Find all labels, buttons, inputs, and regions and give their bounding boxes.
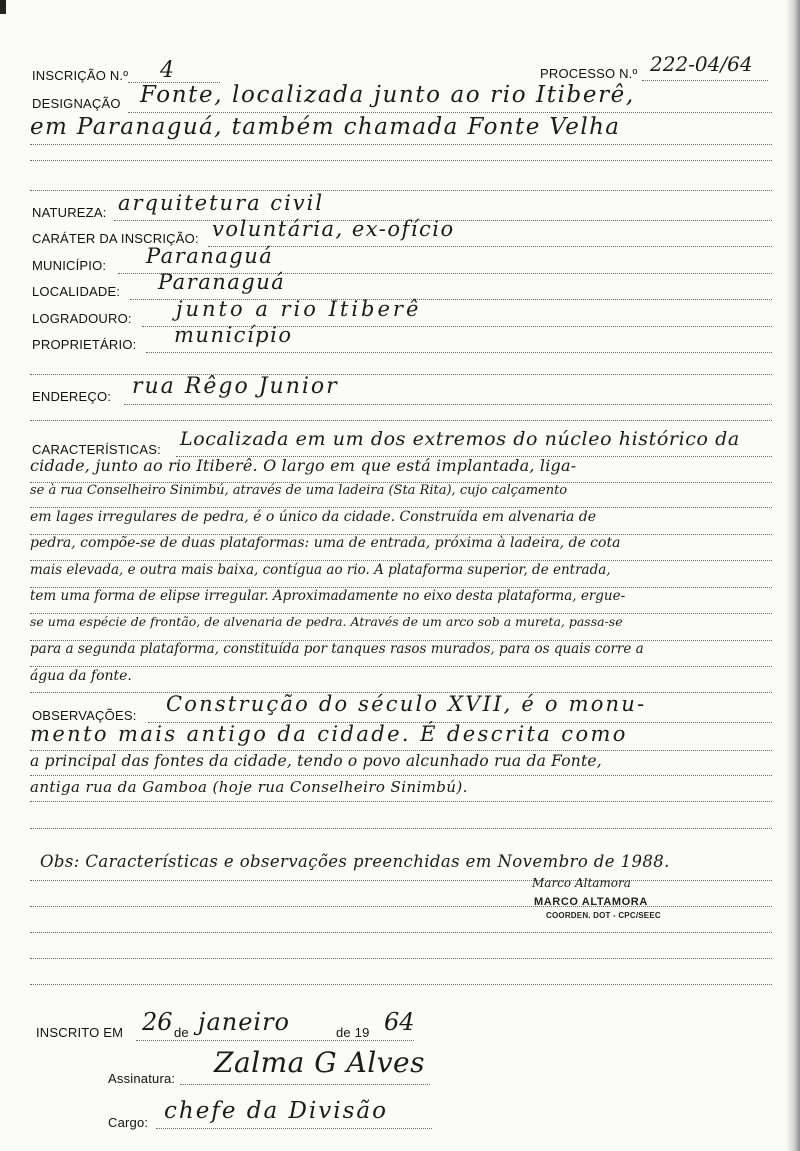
cargo-dotted-line: [156, 1128, 432, 1129]
nota-preenchimento: Obs: Características e observações preenchidas em Novembro de 1988.: [40, 852, 670, 871]
inscrito-month: janeiro: [198, 1008, 291, 1036]
localidade-value: Paranaguá: [158, 270, 286, 294]
caracteristicas-line-10: água da fonte.: [30, 668, 132, 684]
observacoes-label: OBSERVAÇÕES:: [32, 708, 137, 723]
caracteristicas-line-1: Localizada em um dos extremos do núcleo histórico da: [180, 428, 740, 450]
inscrito-de-2: de 19: [336, 1025, 370, 1040]
designacao-dotted-line-1: [128, 112, 772, 113]
caracteristicas-line-6: mais elevada, e outra mais baixa, contígua ao rio. A plataforma superior, de entrada,: [30, 562, 611, 578]
blank-dotted-line: [30, 160, 772, 161]
caracteristicas-label: CARACTERÍSTICAS:: [32, 442, 161, 457]
carimbo-role: COORDEN. DOT - CPC/SEEC: [546, 911, 661, 920]
caracteristicas-dotted-line: [30, 666, 772, 667]
designacao-label: DESIGNAÇÃO: [32, 96, 121, 111]
endereco-value: rua Rêgo Junior: [132, 374, 339, 399]
inscricao-value: 4: [160, 58, 174, 83]
designacao-line-1: Fonte, localizada junto ao rio Itiberê,: [140, 82, 635, 108]
caracteristicas-line-2: cidade, junto ao rio Itiberê. O largo em que está implantada, liga-: [30, 456, 577, 475]
caracteristicas-dotted-line: [30, 560, 772, 561]
cargo-value: chefe da Divisão: [164, 1098, 388, 1124]
blank-dotted-line: [30, 420, 772, 421]
proprietario-value: município: [174, 323, 293, 347]
proprietario-dotted-line: [146, 352, 772, 353]
caracteristicas-line-3: se à rua Conselheiro Sinimbú, através de uma ladeira (Sta Rita), cujo calçamento: [30, 483, 568, 498]
observacoes-line-2: mento mais antigo da cidade. É descrita como: [30, 722, 628, 746]
observacoes-line-4: antiga rua da Gamboa (hoje rua Conselheiro Sinimbú).: [30, 778, 468, 796]
natureza-value: arquitetura civil: [118, 191, 325, 215]
observacoes-line-3: a principal das fontes da cidade, tendo o povo alcunhado rua da Fonte,: [30, 752, 602, 770]
designacao-line-2: em Paranaguá, também chamada Fonte Velha: [30, 114, 621, 140]
processo-dotted-line: [642, 80, 768, 81]
caracteristicas-line-5: pedra, compõe-se de duas plataformas: uma de entrada, próxima à ladeira, de cota: [30, 535, 621, 551]
endereco-dotted-line: [124, 404, 772, 405]
assinatura-dotted-line: [180, 1084, 430, 1085]
blank-dotted-line: [30, 880, 772, 881]
caracteristicas-line-4: em lages irregulares de pedra, é o único da cidade. Construída em alvenaria de: [30, 509, 597, 525]
blank-dotted-line: [30, 906, 772, 907]
carimbo-signature: Marco Altamora: [532, 876, 631, 890]
designacao-dotted-line-2: [30, 144, 772, 145]
localidade-label: LOCALIDADE:: [32, 284, 121, 299]
inscrito-label: INSCRITO EM: [36, 1025, 124, 1040]
inscricao-label: INSCRIÇÃO N.º: [32, 68, 129, 83]
scan-corner-mark: [0, 0, 6, 14]
assinatura-value: Zalma G Alves: [214, 1046, 425, 1079]
caracteristicas-line-8: se uma espécie de frontão, de alvenaria de pedra. Através de um arco sob a mureta, passa-se: [30, 614, 623, 629]
municipio-value: Paranaguá: [146, 244, 274, 268]
observacoes-dotted-line: [30, 775, 772, 776]
natureza-label: NATUREZA:: [32, 205, 107, 220]
blank-dotted-line: [30, 984, 772, 985]
proprietario-label: PROPRIETÁRIO:: [32, 337, 137, 352]
processo-label: PROCESSO N.º: [540, 66, 638, 81]
inscrito-de-1: de: [174, 1025, 189, 1040]
logradouro-value: junto a rio Itiberê: [176, 297, 422, 321]
logradouro-label: LOGRADOURO:: [32, 311, 132, 326]
blank-dotted-line: [30, 932, 772, 933]
caracteristicas-line-7: tem uma forma de elipse irregular. Aproximadamente no eixo desta plataforma, ergue-: [30, 588, 626, 604]
endereco-label: ENDEREÇO:: [32, 389, 112, 404]
cargo-label: Cargo:: [108, 1115, 149, 1130]
carater-label: CARÁTER DA INSCRIÇÃO:: [32, 231, 199, 246]
blank-dotted-line: [30, 828, 772, 829]
blank-dotted-line: [30, 801, 772, 802]
observacoes-dotted-line: [30, 750, 772, 751]
municipio-label: MUNICÍPIO:: [32, 258, 107, 273]
assinatura-label: Assinatura:: [108, 1071, 176, 1086]
caracteristicas-line-9: para a segunda plataforma, constituída por tanques rasos murados, para os quais corre a: [30, 641, 644, 657]
caracteristicas-dotted-line: [30, 507, 772, 508]
inscrito-dotted-line: [136, 1040, 414, 1041]
inscrito-day: 26: [142, 1008, 173, 1036]
carimbo-name: MARCO ALTAMORA: [534, 896, 648, 908]
carater-dotted-line: [208, 246, 772, 247]
blank-dotted-line: [30, 958, 772, 959]
carater-value: voluntária, ex-ofício: [212, 217, 455, 241]
inscrito-year: 64: [384, 1008, 415, 1036]
scan-page-edge: [786, 0, 800, 1151]
observacoes-line-1: Construção do século XVII, é o monu-: [166, 692, 647, 716]
processo-value: 222-04/64: [650, 52, 753, 76]
